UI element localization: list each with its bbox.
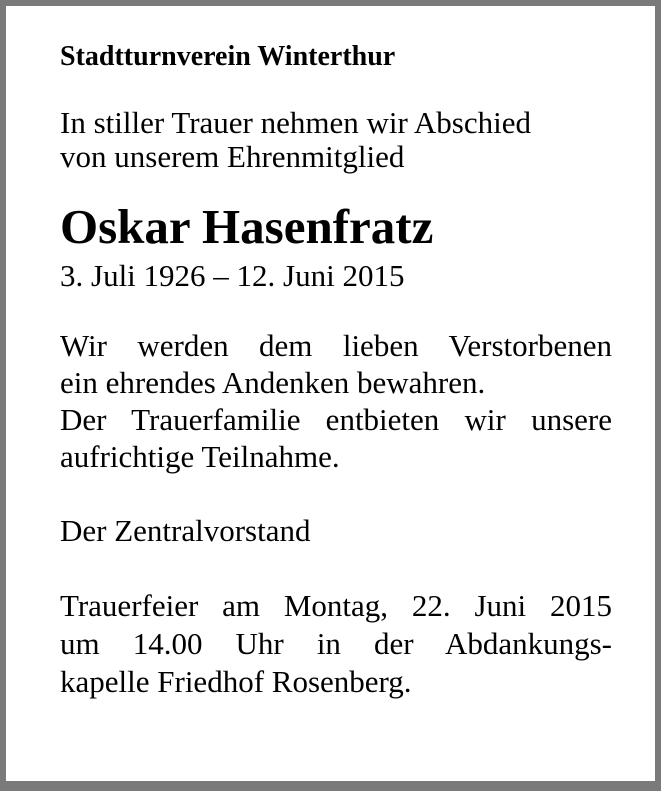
service-line-1: Trauerfeier am Montag, 22. Juni 2015: [60, 588, 612, 623]
tribute-text: [60, 327, 612, 475]
service-line-2: um 14.00 Uhr in der Abdankungs-: [60, 626, 612, 661]
tribute-line-1: Wir werden dem lieben Verstorbenen: [60, 328, 612, 363]
intro-text: [60, 106, 612, 174]
tribute-line-3: Der Trauerfamilie entbieten wir unsere: [60, 402, 612, 437]
intro-line-2: von unserem Ehrenmitglied: [60, 139, 405, 174]
life-dates: 3. Juli 1926 – 12. Juni 2015: [60, 258, 405, 293]
obituary-notice: [60, 40, 612, 701]
intro-line-1: In stiller Trauer nehmen wir Abschied: [60, 105, 531, 140]
deceased-name: Oskar Hasenfratz: [60, 199, 434, 254]
organization-name: Stadtturnverein Winterthur: [60, 41, 396, 72]
tribute-line-4: aufrichtige Teilnahme.: [60, 439, 340, 474]
funeral-service-text: [60, 587, 612, 701]
tribute-line-2: ein ehrendes Andenken bewahren.: [60, 365, 486, 400]
service-line-3: kapelle Friedhof Rosenberg.: [60, 664, 412, 699]
signatory: Der Zentralvorstand: [60, 513, 311, 548]
